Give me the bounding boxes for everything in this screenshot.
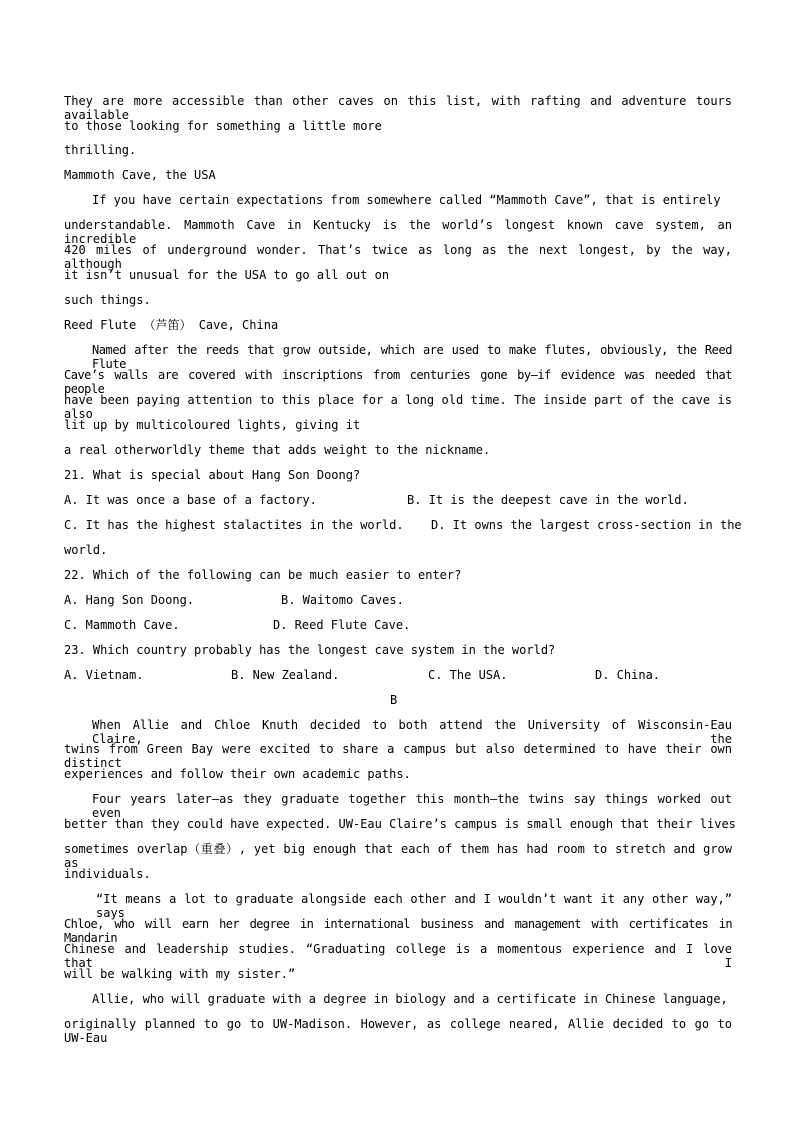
text-line: If you have certain expectations from somewhere called “Mammoth Cave”, that is entirely (92, 193, 721, 207)
question-21-option-a: A. It was once a base of a factory. (64, 493, 317, 507)
question-23-option-d: D. China. (595, 668, 661, 682)
question-23-option-c: C. The USA. (428, 668, 508, 682)
text-line: Allie, who will graduate with a degree in biology and a certificate in Chinese language, (92, 992, 728, 1006)
text-line: Chinese and leadership studies. “Graduating college is a momentous experience and I love that I (64, 942, 732, 970)
text-line: twins from Green Bay were excited to share a campus but also determined to have their own distinct (64, 742, 732, 770)
question-21-option-d-wrap: world. (64, 543, 108, 557)
text-line: such things. (64, 293, 151, 307)
text-line: it isn’t unusual for the USA to go all out on (64, 268, 390, 282)
text-line: Named after the reeds that grow outside, which are used to make flutes, obviously, the Reed Flute (92, 343, 732, 371)
text-line: a real otherworldly theme that adds weight to the nickname. (64, 443, 491, 457)
text-line: experiences and follow their own academic paths. (64, 767, 411, 781)
question-21-option-b: B. It is the deepest cave in the world. (407, 493, 689, 507)
section-b-label: B (390, 693, 398, 707)
text-line: sometimes overlap（重叠）, yet big enough that each of them has had room to stretch and grow as (64, 842, 732, 870)
text-line: lit up by multicoloured lights, giving it (64, 418, 361, 432)
question-22-option-c: C. Mammoth Cave. (64, 618, 180, 632)
question-21-option-c: C. It has the highest stalactites in the world. (64, 518, 404, 532)
section-heading-mammoth: Mammoth Cave, the USA (64, 168, 216, 182)
question-21-option-d: D. It owns the largest cross-section in the (431, 518, 742, 532)
text-line: have been paying attention to this place for a long old time. The inside part of the cave is also (64, 393, 732, 421)
text-line: Four years later—as they graduate together this month—the twins say things worked out even (92, 792, 732, 820)
text-line: better than they could have expected. UW-Eau Claire’s campus is small enough that their lives (64, 817, 736, 831)
text-line: originally planned to go to UW-Madison. However, as college neared, Allie decided to go to UW-Eau (64, 1017, 732, 1045)
text-line: individuals. (64, 867, 151, 881)
text-line: 420 miles of underground wonder. That’s twice as long as the next longest, by the way, although (64, 243, 732, 271)
text-line: Chloe, who will earn her degree in international business and management with certificates in Mandarin (64, 917, 732, 945)
question-23-option-b: B. New Zealand. (231, 668, 340, 682)
text-line: They are more accessible than other caves on this list, with rafting and adventure tours available (64, 94, 732, 122)
question-23-option-a: A. Vietnam. (64, 668, 144, 682)
text-line: “It means a lot to graduate alongside each other and I wouldn’t want it any other way,” says (96, 892, 732, 920)
text-line: When Allie and Chloe Knuth decided to both attend the University of Wisconsin-Eau Claire, the (92, 718, 732, 746)
question-22-option-d: D. Reed Flute Cave. (273, 618, 411, 632)
text-line: to those looking for something a little more (64, 119, 382, 133)
text-line: thrilling. (64, 143, 137, 157)
question-23-stem: 23. Which country probably has the longest cave system in the world? (64, 643, 556, 657)
text-line: Cave’s walls are covered with inscriptions from centuries gone by—if evidence was needed that people (64, 368, 732, 396)
question-22-stem: 22. Which of the following can be much easier to enter? (64, 568, 462, 582)
question-21-stem: 21. What is special about Hang Son Doong? (64, 468, 361, 482)
question-22-option-b: B. Waitomo Caves. (281, 593, 404, 607)
question-22-option-a: A. Hang Son Doong. (64, 593, 195, 607)
text-line: will be walking with my sister.” (64, 967, 296, 981)
text-line: understandable. Mammoth Cave in Kentucky is the world’s longest known cave system, an incredible (64, 218, 732, 246)
section-heading-reed-flute: Reed Flute （芦笛） Cave, China (64, 318, 279, 332)
